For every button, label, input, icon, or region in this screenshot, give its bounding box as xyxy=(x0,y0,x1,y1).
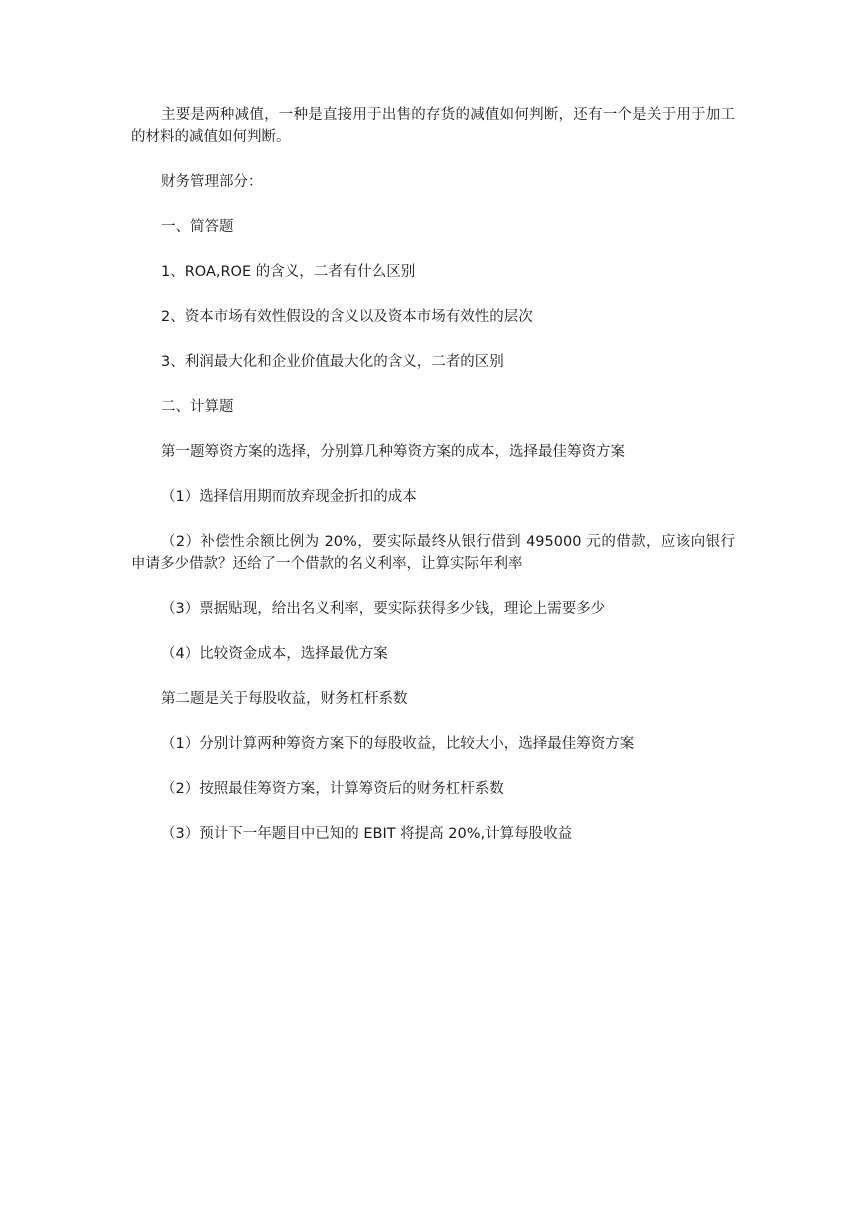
document-body xyxy=(131,104,735,868)
paragraph-inventory-impairment: 主要是两种减值，一种是直接用于出售的存货的减值如何判断，还有一个是关于用于加工的材料的减值如何判断。 xyxy=(131,107,735,145)
heading-short-answer: 一、简答题 xyxy=(161,219,234,235)
calc-question-1-sub-4: （4）比较资金成本，选择最优方案 xyxy=(161,646,388,662)
calc-question-2-sub-3: （3）预计下一年题目中已知的 EBIT 将提高 20%,计算每股收益 xyxy=(161,826,573,842)
calc-question-1: 第一题筹资方案的选择，分别算几种筹资方案的成本，选择最佳筹资方案 xyxy=(161,444,625,460)
calc-question-1-sub-3: （3）票据贴现，给出名义利率，要实际获得多少钱，理论上需要多少 xyxy=(161,601,606,617)
calc-question-2-sub-1: （1）分别计算两种筹资方案下的每股收益，比较大小，选择最佳筹资方案 xyxy=(161,736,635,752)
calc-question-2-sub-2: （2）按照最佳筹资方案，计算筹资后的财务杠杆系数 xyxy=(161,781,504,797)
calc-question-2: 第二题是关于每股收益，财务杠杆系数 xyxy=(161,691,408,707)
question-item-2: 2、资本市场有效性假设的含义以及资本市场有效性的层次 xyxy=(161,309,533,325)
section-heading-financial-management: 财务管理部分： xyxy=(161,174,263,190)
question-item-3: 3、利润最大化和企业价值最大化的含义，二者的区别 xyxy=(161,354,504,370)
heading-calculation: 二、计算题 xyxy=(161,399,234,415)
question-item-1: 1、ROA,ROE 的含义，二者有什么区别 xyxy=(161,264,416,280)
calc-question-1-sub-1: （1）选择信用期而放弃现金折扣的成本 xyxy=(161,489,417,505)
calc-question-1-sub-2: （2）补偿性余额比例为 20%，要实际最终从银行借到 495000 元的借款，应该向银行申请多少借款？还给了一个借款的名义利率，让算实际年利率 xyxy=(131,534,735,572)
